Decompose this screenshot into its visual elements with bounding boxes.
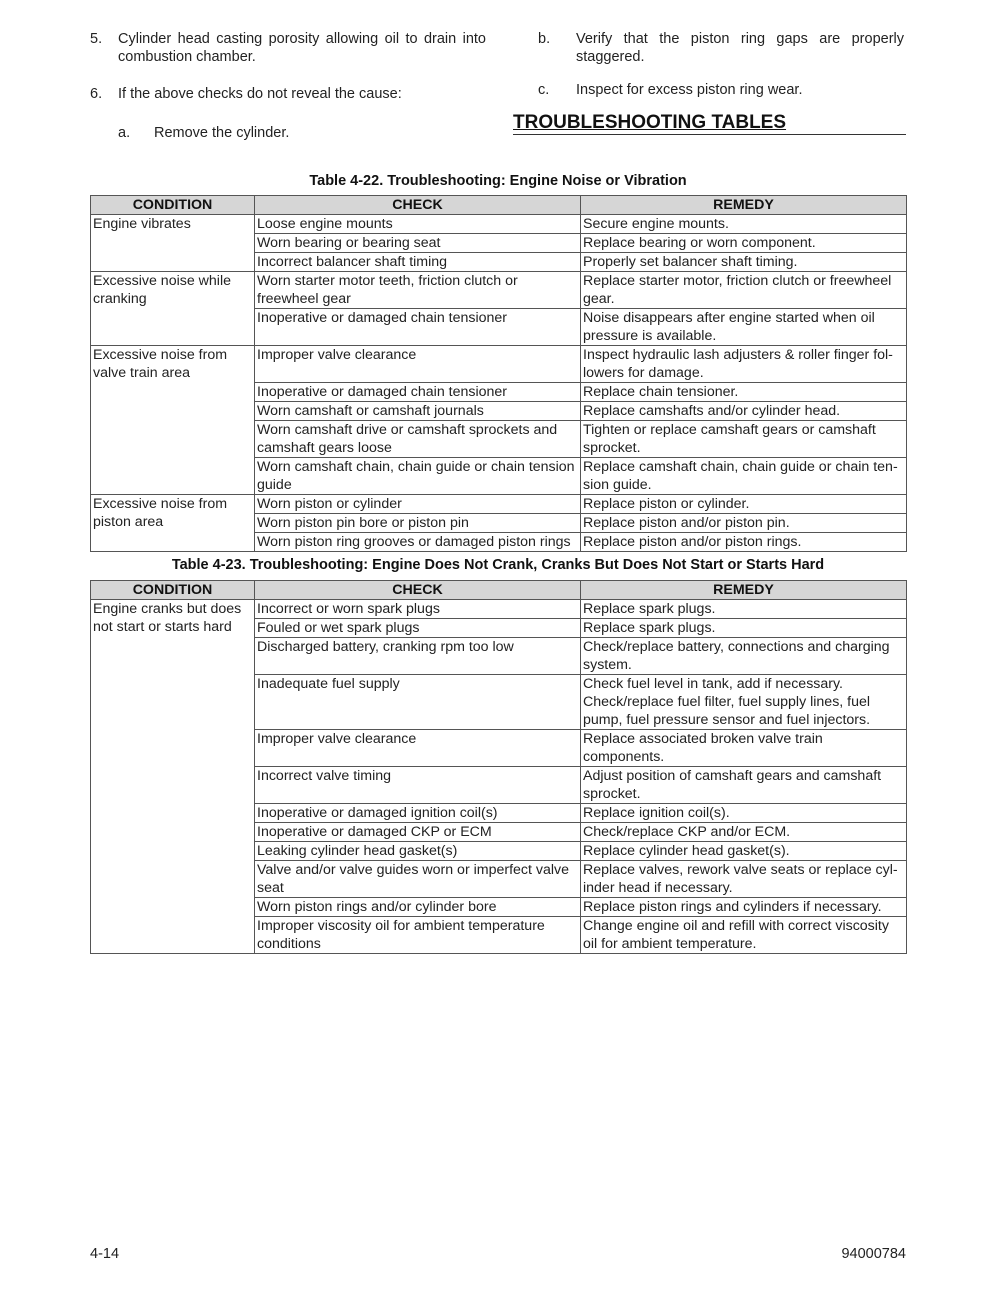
sublist-item-b-text: Verify that the piston ring gaps are properly staggered. — [576, 31, 904, 65]
remedy-cell: Check/replace CKP and/or ECM. — [581, 823, 907, 842]
page-number: 4-14 — [90, 1246, 120, 1262]
check-cell: Incorrect or worn spark plugs — [255, 600, 581, 619]
table-header-row — [91, 581, 907, 600]
remedy-cell: Replace cylinder head gasket(s). — [581, 842, 907, 861]
check-cell: Inoperative or damaged CKP or ECM — [255, 823, 581, 842]
remedy-cell: Properly set balancer shaft timing. — [581, 253, 907, 272]
table-header-row — [91, 196, 907, 215]
remedy-cell: Check/replace battery, connections and charging system. — [581, 638, 907, 675]
check-cell: Incorrect balancer shaft timing — [255, 253, 581, 272]
remedy-cell: Replace spark plugs. — [581, 600, 907, 619]
header-check: CHECK — [255, 581, 581, 600]
check-cell: Worn camshaft chain, chain guide or chain tension guide — [255, 458, 581, 495]
table-row — [91, 215, 907, 234]
check-cell: Inoperative or damaged ignition coil(s) — [255, 804, 581, 823]
check-cell: Worn piston pin bore or piston pin — [255, 514, 581, 533]
check-cell: Leaking cylinder head gasket(s) — [255, 842, 581, 861]
sublist-item-c-text: Inspect for excess piston ring wear. — [576, 82, 803, 98]
remedy-cell: Replace valves, rework valve seats or replace cyl-inder head if necessary. — [581, 861, 907, 898]
check-cell: Worn camshaft or camshaft journals — [255, 402, 581, 421]
header-remedy: REMEDY — [581, 196, 907, 215]
check-cell: Improper valve clearance — [255, 730, 581, 767]
check-cell: Worn piston rings and/or cylinder bore — [255, 898, 581, 917]
condition-cell: Excessive noise while cranking — [91, 272, 255, 346]
sublist-letter-c: c. — [538, 82, 550, 98]
table1-caption: Table 4-22. Troubleshooting: Engine Noise or Vibration — [309, 173, 687, 189]
check-cell: Incorrect valve timing — [255, 767, 581, 804]
check-cell: Fouled or wet spark plugs — [255, 619, 581, 638]
table-row — [91, 346, 907, 383]
list-item-6-text: If the above checks do not reveal the cause: — [118, 86, 402, 102]
sublist-letter-b: b. — [538, 31, 551, 47]
list-item-5-text: Cylinder head casting porosity allowing oil to drain into combustion chamber. — [118, 31, 486, 65]
remedy-cell: Tighten or replace camshaft gears or camshaft sprocket. — [581, 421, 907, 458]
table-row — [91, 495, 907, 514]
condition-cell: Excessive noise from piston area — [91, 495, 255, 552]
check-cell: Inadequate fuel supply — [255, 675, 581, 730]
remedy-cell: Replace camshaft chain, chain guide or chain ten-sion guide. — [581, 458, 907, 495]
header-condition: CONDITION — [91, 581, 255, 600]
remedy-cell: Check fuel level in tank, add if necessary. Check/replace fuel filter, fuel supply lines, fuel pump, fuel pressure sensor and fuel injectors. — [581, 675, 907, 730]
remedy-cell: Change engine oil and refill with correct viscosity oil for ambient temperature. — [581, 917, 907, 954]
check-cell: Inoperative or damaged chain tensioner — [255, 309, 581, 346]
remedy-cell: Replace starter motor, friction clutch or freewheel gear. — [581, 272, 907, 309]
remedy-cell: Replace ignition coil(s). — [581, 804, 907, 823]
remedy-cell: Noise disappears after engine started when oil pressure is available. — [581, 309, 907, 346]
list-number-5: 5. — [90, 31, 103, 47]
table-engine-crank — [90, 580, 907, 954]
remedy-cell: Replace associated broken valve train components. — [581, 730, 907, 767]
table-engine-noise — [90, 195, 907, 552]
check-cell: Valve and/or valve guides worn or imperfect valve seat — [255, 861, 581, 898]
remedy-cell: Adjust position of camshaft gears and camshaft sprocket. — [581, 767, 907, 804]
remedy-cell: Inspect hydraulic lash adjusters & roller finger fol-lowers for damage. — [581, 346, 907, 383]
check-cell: Worn piston ring grooves or damaged piston rings — [255, 533, 581, 552]
header-check: CHECK — [255, 196, 581, 215]
section-heading: TROUBLESHOOTING TABLES — [513, 112, 906, 135]
check-cell: Discharged battery, cranking rpm too low — [255, 638, 581, 675]
check-cell: Improper viscosity oil for ambient temperature conditions — [255, 917, 581, 954]
check-cell: Loose engine mounts — [255, 215, 581, 234]
check-cell: Worn starter motor teeth, friction clutch or freewheel gear — [255, 272, 581, 309]
check-cell: Inoperative or damaged chain tensioner — [255, 383, 581, 402]
check-cell: Worn piston or cylinder — [255, 495, 581, 514]
check-cell: Worn bearing or bearing seat — [255, 234, 581, 253]
remedy-cell: Replace piston and/or piston rings. — [581, 533, 907, 552]
remedy-cell: Secure engine mounts. — [581, 215, 907, 234]
remedy-cell: Replace piston rings and cylinders if necessary. — [581, 898, 907, 917]
table-row — [91, 272, 907, 309]
header-condition: CONDITION — [91, 196, 255, 215]
condition-cell: Engine cranks but does not start or starts hard — [91, 600, 255, 954]
header-remedy: REMEDY — [581, 581, 907, 600]
condition-cell: Engine vibrates — [91, 215, 255, 272]
table-row — [91, 600, 907, 619]
check-cell: Improper valve clearance — [255, 346, 581, 383]
remedy-cell: Replace spark plugs. — [581, 619, 907, 638]
check-cell: Worn camshaft drive or camshaft sprockets and camshaft gears loose — [255, 421, 581, 458]
document-number: 94000784 — [841, 1246, 906, 1262]
remedy-cell: Replace piston or cylinder. — [581, 495, 907, 514]
remedy-cell: Replace piston and/or piston pin. — [581, 514, 907, 533]
table2-caption: Table 4-23. Troubleshooting: Engine Does Not Crank, Cranks But Does Not Start or Starts Hard — [171, 557, 825, 573]
remedy-cell: Replace bearing or worn component. — [581, 234, 907, 253]
condition-cell: Excessive noise from valve train area — [91, 346, 255, 495]
remedy-cell: Replace camshafts and/or cylinder head. — [581, 402, 907, 421]
remedy-cell: Replace chain tensioner. — [581, 383, 907, 402]
list-number-6: 6. — [90, 86, 103, 102]
sublist-letter-a: a. — [118, 125, 131, 141]
sublist-item-a-text: Remove the cylinder. — [154, 125, 290, 141]
